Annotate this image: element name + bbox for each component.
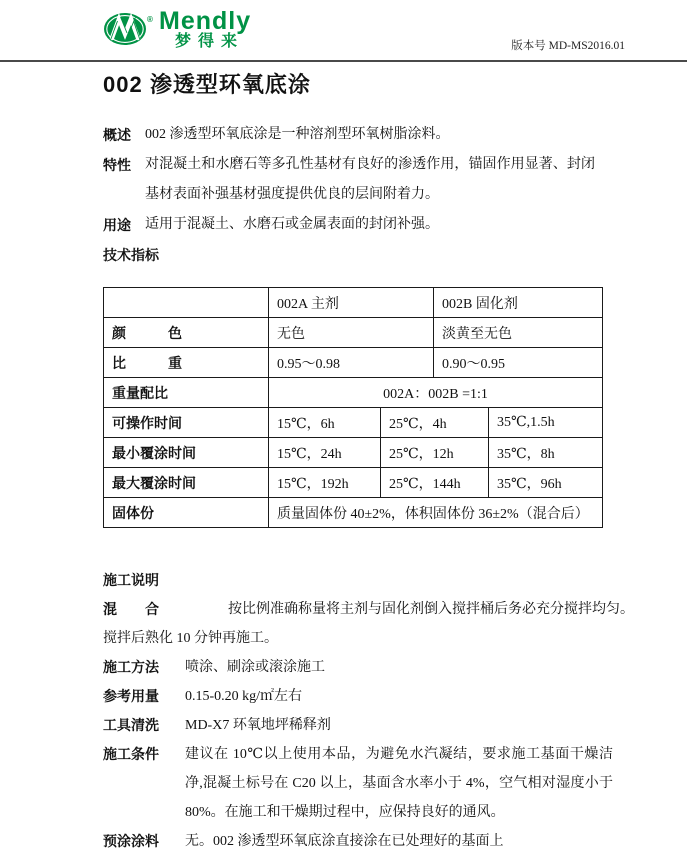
brand-logo-oval-icon (103, 9, 153, 49)
pot-life-25c-cell: 25℃，4h (381, 408, 489, 438)
overview-text: 002 渗透型环氧底涂是一种溶剂型环氧树脂涂料。 (145, 127, 450, 142)
gravity-label-cell (104, 348, 269, 378)
mixing-text: 按比例准确称量将主剂与固化剂倒入搅拌桶后务必充分搅拌均匀。 (228, 602, 634, 617)
features-label: 特性 (103, 157, 131, 173)
table-row-header (104, 288, 603, 318)
table-row-gravity (104, 348, 603, 378)
construction-heading: 施工说明 (103, 572, 159, 588)
consumption-label: 参考用量 (103, 688, 159, 704)
tool-cleaning-label: 工具清洗 (103, 717, 159, 733)
page-title: 002 渗透型环氧底涂 (103, 72, 311, 97)
method-row (103, 653, 647, 682)
tool-cleaning-row (103, 711, 647, 740)
ratio-label-cell: 重量配比 (104, 378, 269, 408)
method-label: 施工方法 (103, 659, 159, 675)
document-body (0, 70, 687, 852)
consumption-text: 0.15-0.20 kg/㎡左右 (185, 689, 303, 704)
color-label: 颜 色 (112, 324, 182, 341)
page-header (0, 0, 687, 62)
color-label-cell (104, 318, 269, 348)
max-recoat-25c-cell: 25℃，144h (381, 468, 489, 498)
brand-logo (103, 9, 251, 51)
tool-cleaning-text: MD-X7 环氧地坪稀释剂 (185, 718, 331, 733)
pot-life-label-cell: 可操作时间 (104, 408, 269, 438)
usage-text: 适用于混凝土、水磨石或金属表面的封闭补强。 (145, 217, 439, 232)
mixing-label: 混 合 (103, 601, 159, 617)
version-number: 版本号 MD-MS2016.01 (511, 40, 625, 52)
construction-section (103, 566, 647, 852)
specs-heading: 技术指标 (103, 247, 159, 263)
table-row-max-recoat (104, 468, 603, 498)
method-text: 喷涂、刷涂或滚涂施工 (185, 660, 325, 675)
conditions-row (103, 740, 647, 827)
precoat-row (103, 827, 647, 852)
max-recoat-35c-cell: 35℃，96h (489, 468, 603, 498)
min-recoat-35c-cell: 35℃，8h (489, 438, 603, 468)
mendly-m-icon (103, 9, 151, 47)
solids-value-cell: 质量固体份 40±2%，体积固体份 36±2%（混合后） (269, 498, 603, 528)
header-002b-cell: 002B 固化剂 (434, 288, 603, 318)
features-row (103, 150, 647, 210)
precoat-label: 预涂涂料 (103, 833, 159, 849)
min-recoat-15c-cell: 15℃，24h (269, 438, 381, 468)
mixing-row (103, 595, 647, 624)
table-row-ratio (104, 378, 603, 408)
table-row-color (104, 318, 603, 348)
features-text: 对混凝土和水磨石等多孔性基材有良好的渗透作用，锚固作用显著、封闭基材表面补强基材强度提供优良的层间附着力。 (145, 157, 595, 202)
conditions-label: 施工条件 (103, 746, 159, 762)
spec-table (103, 287, 603, 528)
header-002a-cell: 002A 主剂 (269, 288, 434, 318)
min-recoat-label-cell: 最小覆涂时间 (104, 438, 269, 468)
color-b-cell: 淡黄至无色 (434, 318, 603, 348)
header-empty-cell (104, 288, 269, 318)
gravity-label: 比 重 (112, 354, 182, 371)
overview-row (103, 120, 647, 150)
gravity-b-cell: 0.90～0.95 (434, 348, 603, 378)
brand-name-en: Mendly (159, 7, 252, 35)
solids-label-cell: 固体份 (104, 498, 269, 528)
overview-label: 概述 (103, 127, 131, 143)
table-row-pot-life (104, 408, 603, 438)
mixing-text-continued: 搅拌后熟化 10 分钟再施工。 (103, 631, 278, 646)
brand-wordmark (159, 9, 251, 51)
min-recoat-25c-cell: 25℃，12h (381, 438, 489, 468)
consumption-row (103, 682, 647, 711)
color-a-cell: 无色 (269, 318, 434, 348)
table-row-min-recoat (104, 438, 603, 468)
gravity-a-cell: 0.95～0.98 (269, 348, 434, 378)
table-row-solids (104, 498, 603, 528)
conditions-text: 建议在 10℃以上使用本品，为避免水汽凝结，要求施工基面干燥洁净,混凝土标号在 C20 以上，基面含水率小于 4%，空气相对湿度小于 80%。在施工和干燥期过程中，应保持良好的通风。 (185, 747, 613, 820)
usage-label: 用途 (103, 217, 131, 233)
usage-row (103, 210, 647, 240)
intro-section (103, 120, 647, 270)
max-recoat-15c-cell: 15℃，192h (269, 468, 381, 498)
ratio-value-cell: 002A：002B =1:1 (269, 378, 603, 408)
brand-name-cn: 梦得来 (175, 33, 245, 50)
max-recoat-label-cell: 最大覆涂时间 (104, 468, 269, 498)
pot-life-35c-cell: 35℃,1.5h (489, 408, 603, 438)
precoat-text: 无。002 渗透型环氧底涂直接涂在已处理好的基面上 (185, 834, 504, 849)
registered-trademark-icon: ® (147, 15, 153, 24)
pot-life-15c-cell: 15℃，6h (269, 408, 381, 438)
